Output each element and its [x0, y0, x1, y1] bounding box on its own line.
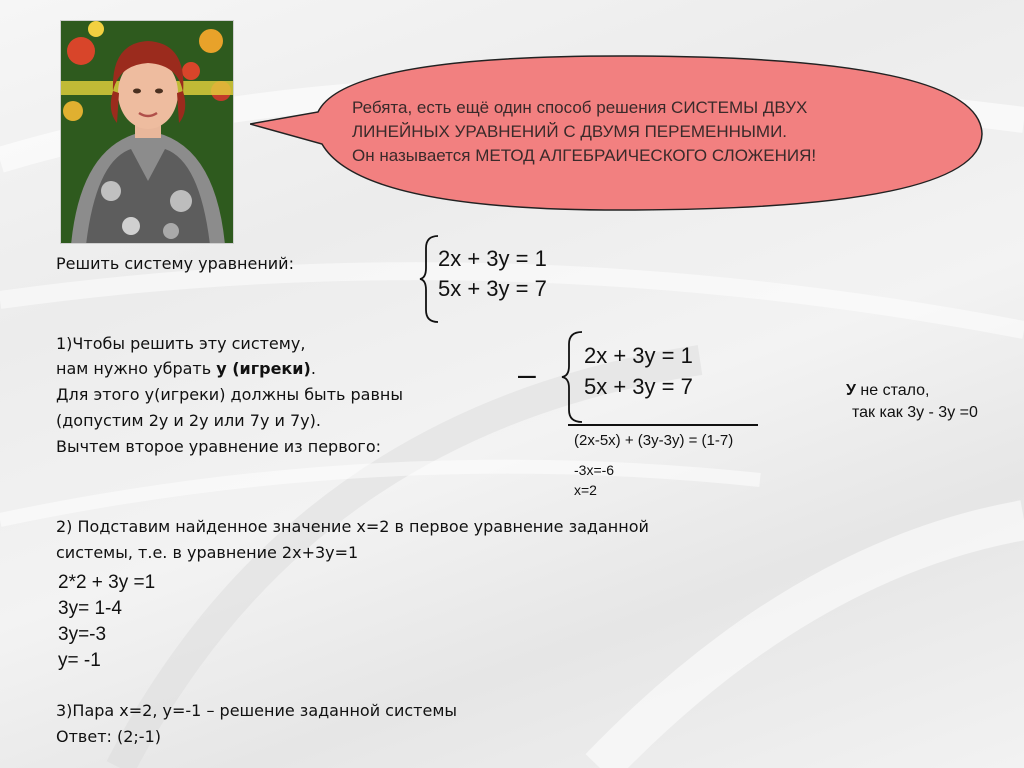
step1-line-1: 1)Чтобы решить эту систему,: [56, 334, 306, 353]
calc-line-1: 2*2 + 3y =1: [58, 572, 156, 593]
calc-line-2: 3y= 1-4: [58, 598, 122, 619]
teacher-photo: [60, 20, 234, 244]
bubble-line-3: Он называется МЕТОД АЛГЕБРАИЧЕСКОГО СЛОЖЕНИЯ!: [352, 146, 817, 165]
task-label: Решить систему уравнений:: [56, 254, 294, 273]
step1-line-2-bold: у (игреки): [216, 359, 311, 378]
sub-equation-1: 2x + 3y = 1: [584, 343, 693, 368]
step1-line-3: Для этого у(игреки) должны быть равны: [56, 385, 404, 404]
bubble-line-2: ЛИНЕЙНЫХ УРАВНЕНИЙ С ДВУМЯ ПЕРЕМЕННЫМИ.: [352, 122, 788, 141]
task-equation-1: 2x + 3y = 1: [438, 246, 547, 271]
speech-bubble: [250, 52, 990, 214]
answer-line: Ответ: (2;-1): [56, 727, 161, 746]
sub-result-2: x=2: [574, 482, 597, 498]
step1-line-5: Вычтем второе уравнение из первого:: [56, 437, 382, 456]
note-y-letter: У: [846, 382, 856, 399]
subtraction-brace: [560, 330, 584, 424]
note-line-1-text: не стало,: [855, 382, 930, 399]
step1-line-2-end: .: [310, 359, 316, 378]
step2-line-1: 2) Подставим найденное значение х=2 в первое уравнение заданной: [56, 517, 649, 536]
minus-sign: –: [518, 356, 536, 392]
step3-line-1: 3)Пара х=2, у=-1 – решение заданной системы: [56, 701, 458, 720]
sub-equation-2: 5x + 3y = 7: [584, 374, 693, 399]
step2-line-2: системы, т.е. в уравнение 2х+3у=1: [56, 543, 359, 562]
task-equation-2: 5x + 3y = 7: [438, 276, 547, 301]
step1-line-2-text: нам нужно убрать: [56, 359, 217, 378]
calc-line-3: 3y=-3: [58, 624, 107, 645]
bubble-line-1: Ребята, есть ещё один способ решения СИСТЕМЫ ДВУХ: [352, 98, 808, 117]
calc-line-4: y= -1: [58, 650, 101, 671]
note-line-1: [846, 382, 929, 400]
sub-result: (2x-5x) + (3y-3y) = (1-7): [574, 432, 734, 449]
step2-calculation: [58, 570, 155, 674]
note-line-2: так как 3у - 3у =0: [852, 404, 978, 421]
step1-line-4: (допустим 2у и 2у или 7у и 7у).: [56, 411, 321, 430]
sub-result-1: -3x=-6: [574, 462, 615, 478]
system-brace: [418, 234, 440, 324]
subtraction-rule: [568, 424, 758, 426]
step1-line-2: [56, 357, 316, 380]
